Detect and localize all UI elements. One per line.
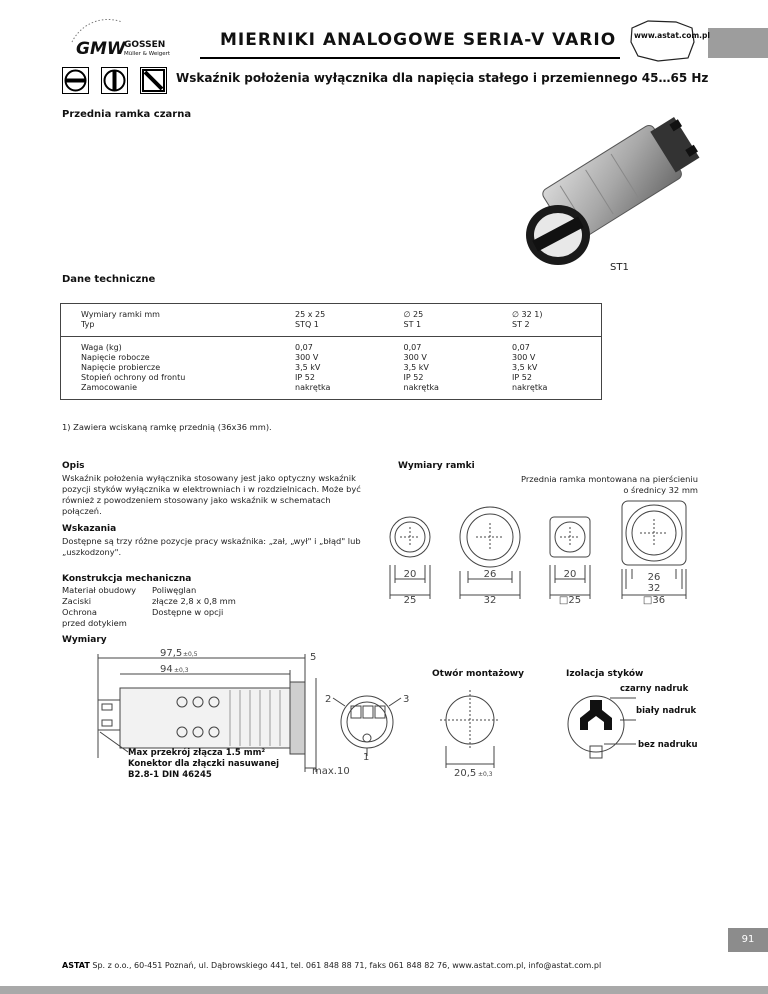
hole-dim-tol: ±0,3 xyxy=(478,771,493,778)
dim-max: max.10 xyxy=(312,766,350,777)
wskazania-text: Dostępne są trzy różne pozycje pracy wskaźnika: „zał, „wył" i „błąd" lub „uszkodzony". xyxy=(62,536,361,557)
dim-label: 32 xyxy=(647,583,661,594)
vertical-bar-indicator-icon xyxy=(102,68,127,93)
table-cell: 0,07 300 V 3,5 kV IP 52 nakrętka xyxy=(492,337,601,400)
frame-dimensions-drawing xyxy=(388,495,708,610)
mounting-hole-heading: Otwór montażowy xyxy=(432,669,524,679)
table-cell: 0,07 300 V 3,5 kV IP 52 nakrętka xyxy=(384,337,493,400)
footer xyxy=(62,961,601,970)
hole-dim: 20,5 xyxy=(454,768,477,779)
dim-label: 25 xyxy=(403,595,417,606)
wskazania-heading: Wskazania xyxy=(62,524,117,534)
insulation-label-white: biały nadruk xyxy=(636,706,697,716)
pin-label: 2 xyxy=(325,694,332,705)
footer-text: Sp. z o.o., 60-451 Poznań, ul. Dąbrowskiego 441, tel. 061 848 88 71, faks 061 848 82 76, www.astat.com.pl, info@astat.com.pl xyxy=(89,961,602,970)
dim-label: 20 xyxy=(403,569,417,580)
pin-label: 3 xyxy=(403,694,410,705)
url-stamp: www.astat.com.pl xyxy=(634,31,710,40)
table-row xyxy=(61,304,602,337)
konstrukcja-heading: Konstrukcja mechaniczna xyxy=(62,574,192,584)
page-number: 91 xyxy=(728,928,768,952)
bottom-bar xyxy=(0,986,768,994)
dim-body: 94 xyxy=(160,664,173,675)
table-cell: ∅ 25 ST 1 xyxy=(384,304,493,337)
side-tab-top xyxy=(708,28,768,58)
svg-text:GMW: GMW xyxy=(76,39,126,59)
label-frame-size: Wymiary ramki mm xyxy=(81,310,160,319)
diagonal-bar-indicator-icon xyxy=(141,68,166,93)
table-cell: 0,07 300 V 3,5 kV IP 52 nakrętka xyxy=(275,337,384,400)
indicator-type-3 xyxy=(140,67,167,94)
table-cell xyxy=(61,304,276,337)
spec-table xyxy=(60,303,602,400)
footnote: 1) Zawiera wciskaną ramkę przednią (36x36 mm). xyxy=(62,422,272,432)
product-photo xyxy=(510,100,710,275)
front-frame-label: Przednia ramka czarna xyxy=(62,109,192,120)
dim-label: □36 xyxy=(642,595,666,606)
footer-company: ASTAT xyxy=(62,961,90,970)
pin-label: 1 xyxy=(363,752,370,760)
mounting-hole-drawing xyxy=(440,680,520,780)
page-title: MIERNIKI ANALOGOWE SERIA-V VARIO xyxy=(220,30,617,50)
dim-total-tol: ±0,5 xyxy=(183,651,198,658)
insulation-label-black: czarny nadruk xyxy=(620,684,689,694)
product-subtitle: Wskaźnik położenia wyłącznika dla napięcia stałego i przemiennego 45…65 Hz xyxy=(176,71,709,85)
svg-text:GOSSEN: GOSSEN xyxy=(124,40,166,50)
table-cell: Waga (kg) Napięcie robocze Napięcie probiercze Stopień ochrony od frontu Zamocowanie xyxy=(61,337,276,400)
pin-layout-drawing xyxy=(325,690,415,760)
insulation-label-none: bez nadruku xyxy=(638,740,698,750)
opis-text: Wskaźnik położenia wyłącznika stosowany jest jako optyczny wskaźnik pozycji styków wyłącznika w elektrowniach i w rozdzielnicach. Może być również z powodzeniem stosowany jako wskaźnik w schematach połączeń. xyxy=(62,473,361,516)
label-type: Typ xyxy=(81,320,95,329)
table-row xyxy=(61,337,602,400)
title-rule xyxy=(200,57,620,59)
indicator-type-2 xyxy=(101,67,128,94)
dim-label: 26 xyxy=(483,569,497,580)
table-cell: ∅ 32 1) ST 2 xyxy=(492,304,601,337)
frame-dims-note: Przednia ramka montowana na pierścieniu o średnicy 32 mm xyxy=(520,474,698,495)
dim-label: 32 xyxy=(483,595,497,606)
dimensions-heading: Wymiary xyxy=(62,635,107,645)
insulation-heading: Izolacja styków xyxy=(566,669,644,679)
gmw-gossen-logo xyxy=(62,14,192,64)
photo-caption: ST1 xyxy=(610,262,629,273)
svg-text:Müller & Weigert: Müller & Weigert xyxy=(124,51,171,57)
dim-label: □25 xyxy=(558,595,582,606)
dim-body-tol: ±0,3 xyxy=(174,667,189,674)
dim-total: 97,5 xyxy=(160,648,183,659)
frame-dims-heading: Wymiary ramki xyxy=(398,461,475,471)
konstrukcja-keys: Materiał obudowy Zaciski Ochrona przed dotykiem xyxy=(62,585,137,628)
table-cell: 25 x 25 STQ 1 xyxy=(275,304,384,337)
tech-heading: Dane techniczne xyxy=(62,274,156,285)
opis-heading: Opis xyxy=(62,461,85,471)
connector-note: Max przekrój złącza 1.5 mm² Konektor dla złączki nasuwanej B2.8-1 DIN 46245 xyxy=(128,748,280,780)
horizontal-bar-indicator-icon xyxy=(63,68,88,93)
dim-label: 26 xyxy=(647,572,661,583)
poland-map-stamp xyxy=(628,18,698,63)
indicator-type-1 xyxy=(62,67,89,94)
dim-front: 5 xyxy=(310,652,317,663)
dim-label: 20 xyxy=(563,569,577,580)
konstrukcja-values: Poliwęglan złącze 2,8 x 0,8 mm Dostępne w opcji xyxy=(152,585,236,617)
